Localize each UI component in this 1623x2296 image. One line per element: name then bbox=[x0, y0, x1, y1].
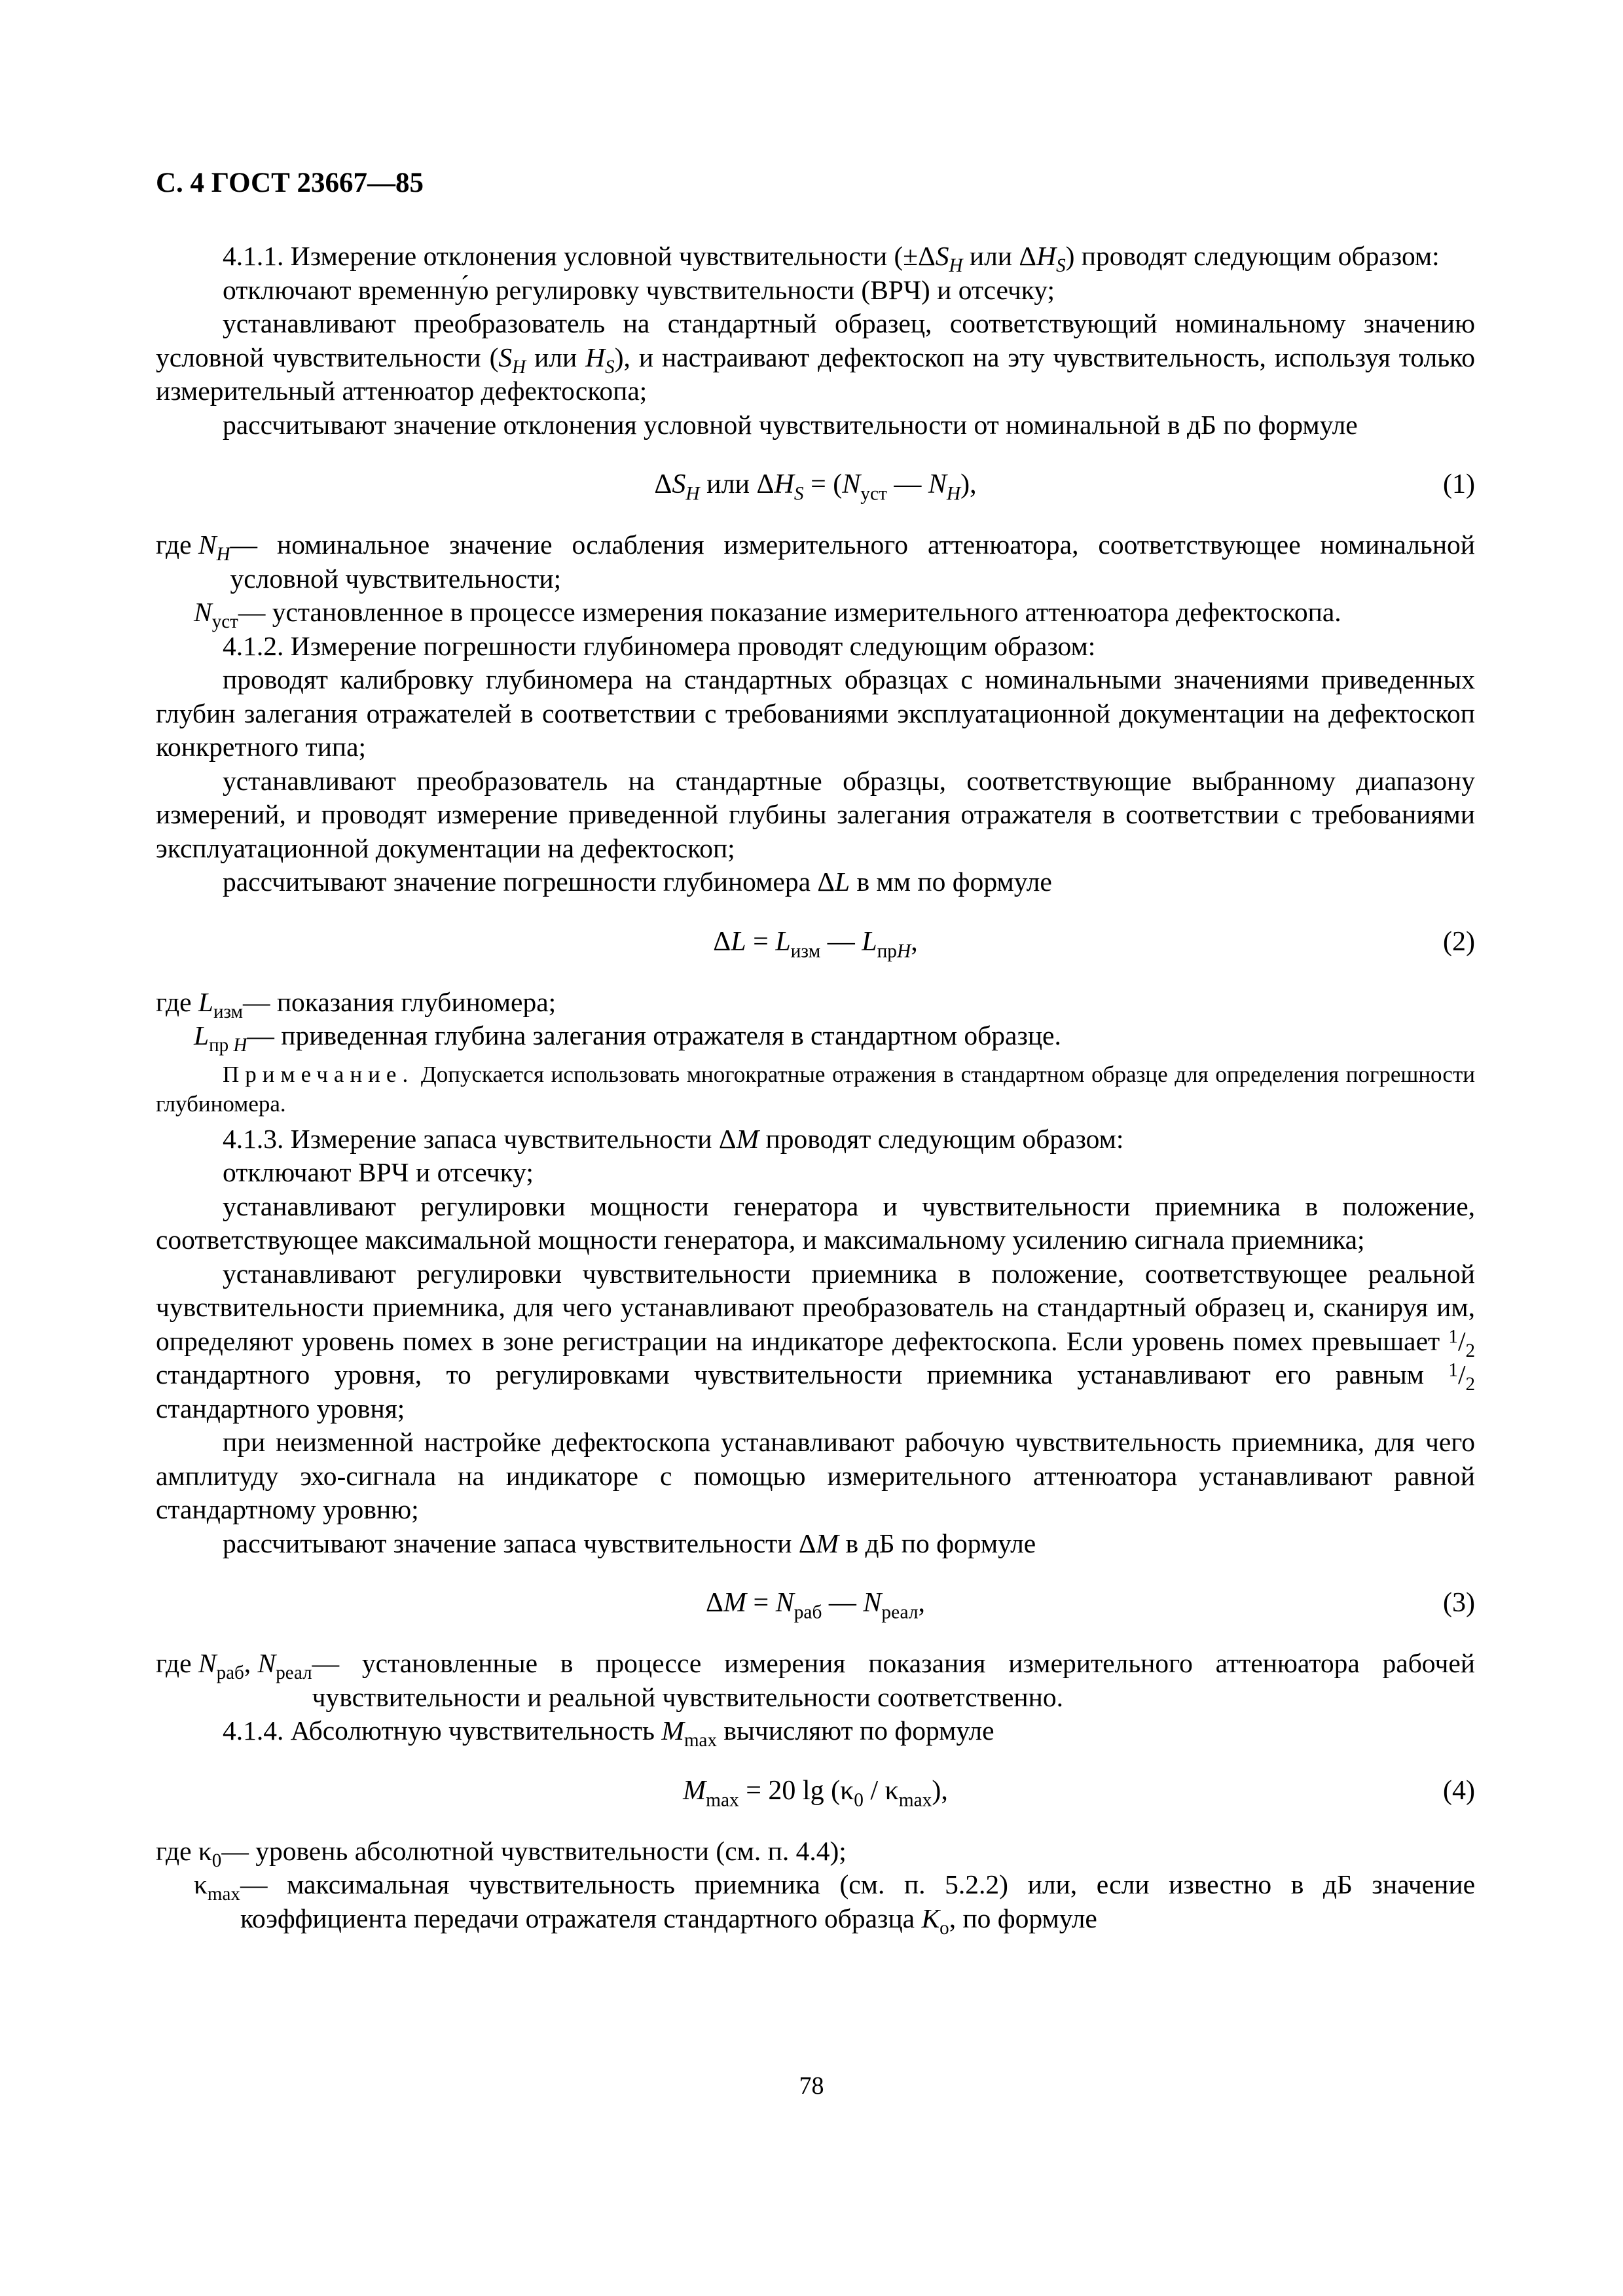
paragraph-calc-deviation: рассчитывают значение отклонения условной чувствительности от номинальной в дБ по формуле bbox=[223, 409, 1358, 440]
paragraph-calibration: проводят калибровку глубиномера на стандартных образцах с номинальными значениями приведенных глубин залегания отражателей в соответствии с требованиями эксплуатационной документации на дефектоскоп конкретного типа; bbox=[156, 664, 1475, 762]
where-N-rab-real: где $N_{раб}$, $N_{реал}$ — установленные в процессе измерения показания измерительного аттенюатора рабочей чувствительности и реальной чувствительности соответственно. bbox=[156, 1648, 1475, 1712]
where-kappa-0: где $\kappa_0$ — уровень абсолютной чувствительности (см. п. 4.4); bbox=[156, 1835, 847, 1871]
where-L-izm: где $L_{изм}$ — показания глубиномера; bbox=[156, 986, 556, 1022]
paragraph-receiver: устанавливают регулировки чувствительности приемника в положение, соответствующее реальной чувствительности приемника, для чего устанавливают преобразователь на стандартный образец и, сканируя им, определяют уровень помех в зоне регистрации на индикаторе дефектоскопа. Если уровень помех превышает $^1/_2$ стандартного уровня, то регулировками чувствительности приемника устанавливают его равным $^1/_2$ стандартного уровня; bbox=[156, 1258, 1475, 1424]
note: Примечание. Допускается использовать многократные отражения в стандартном образце для определения погрешности глубиномера. bbox=[156, 1061, 1475, 1117]
paragraph-install-transducer: устанавливают преобразователь на стандартный образец, соответствующий номинальному значению условной чувствительности ($S_H$ или $H_S$), и настраивают дефектоскоп на эту чувствительность, используя только измерительный аттенюатор дефектоскопа; bbox=[156, 308, 1475, 406]
paragraph-4-1-2: 4.1.2. Измерение погрешности глубиномера проводят следующим образом: bbox=[223, 630, 1096, 661]
formula-3: $\Delta M = N_{раб}$ — $N_{реал}$, (3) bbox=[705, 1588, 1475, 1623]
formula-4-number: (4) bbox=[1443, 1775, 1475, 1806]
formula-1-number: (1) bbox=[1443, 469, 1475, 500]
page-header: С. 4 ГОСТ 23667—85 bbox=[156, 168, 424, 198]
formula-4: $M_{max} = 20$ $\lg (\kappa_0 / \kappa_{max})$, (4) bbox=[683, 1775, 1475, 1811]
formula-3-number: (3) bbox=[1443, 1588, 1475, 1619]
paragraph-4-1-1: 4.1.1. Измерение отклонения условной чувствительности ($\pm\Delta S_H$ или $\Delta H_S$) проводят следующим образом: bbox=[223, 241, 1440, 277]
paragraph-4-1-3: 4.1.3. Измерение запаса чувствительности ΔM проводят следующим образом: bbox=[223, 1123, 1124, 1154]
formula-2: $\Delta L = L_{изм}$ — $L_{прH}$, (2) bbox=[713, 926, 1475, 962]
paragraph-vrch-off: отключают временну́ю регулировку чувствительности (ВРЧ) и отсечку; bbox=[223, 274, 1055, 305]
where-kappa-max: $\kappa_{max}$ — максимальная чувствительность приемника (см. п. 5.2.2) или, если известно в дБ значение коэффициента передачи отражателя стандартного образца $K_о$, по формуле bbox=[194, 1869, 1475, 1939]
paragraph-vrch-off-2: отключают ВРЧ и отсечку; bbox=[223, 1157, 534, 1187]
paragraph-generator: устанавливают регулировки мощности генератора и чувствительности приемника в положение, соответствующее максимальной мощности генератора, и максимальному усилению сигнала приемника; bbox=[156, 1191, 1475, 1255]
where-L-pr-H: $L_{пр H}$ — приведенная глубина залегания отражателя в стандартном образце. bbox=[194, 1020, 1061, 1056]
document-body bbox=[156, 240, 1475, 1939]
paragraph-working-sensitivity: при неизменной настройке дефектоскопа устанавливают рабочую чувствительность приемника, для чего амплитуду эхо-сигнала на индикаторе с помощью измерительного аттенюатора устанавливают равной стандартному уровню; bbox=[156, 1427, 1475, 1524]
where-N-H: где $N_H$ — номинальное значение ослабления измерительного аттенюатора, соответствующее номинальной условной чувствительности; bbox=[156, 529, 1475, 594]
where-N-ust: $N_{уст}$ — установленное в процессе измерения показание измерительного аттенюатора дефектоскопа. bbox=[194, 597, 1341, 633]
paragraph-install-samples: устанавливают преобразователь на стандартные образцы, соответствующие выбранному диапазону измерений, и проводят измерение приведенной глубины залегания отражателя в соответствии с требованиями эксплуатационной документации на дефектоскоп; bbox=[156, 765, 1475, 863]
note-label: Примечание. bbox=[223, 1061, 414, 1087]
paragraph-calc-reserve: рассчитывают значение запаса чувствительности ΔM в дБ по формуле bbox=[223, 1528, 1036, 1558]
formula-1: $\Delta S_H$ или $\Delta H_S = (N_{уст}$ — $N_H$), (1) bbox=[654, 469, 1475, 505]
paragraph-4-1-4: 4.1.4. Абсолютную чувствительность $M_{max}$ вычисляют по формуле bbox=[223, 1715, 994, 1751]
page-number: 78 bbox=[799, 2072, 824, 2100]
formula-2-number: (2) bbox=[1443, 926, 1475, 957]
paragraph-calc-depth-error: рассчитывают значение погрешности глубиномера ΔL в мм по формуле bbox=[223, 867, 1052, 897]
